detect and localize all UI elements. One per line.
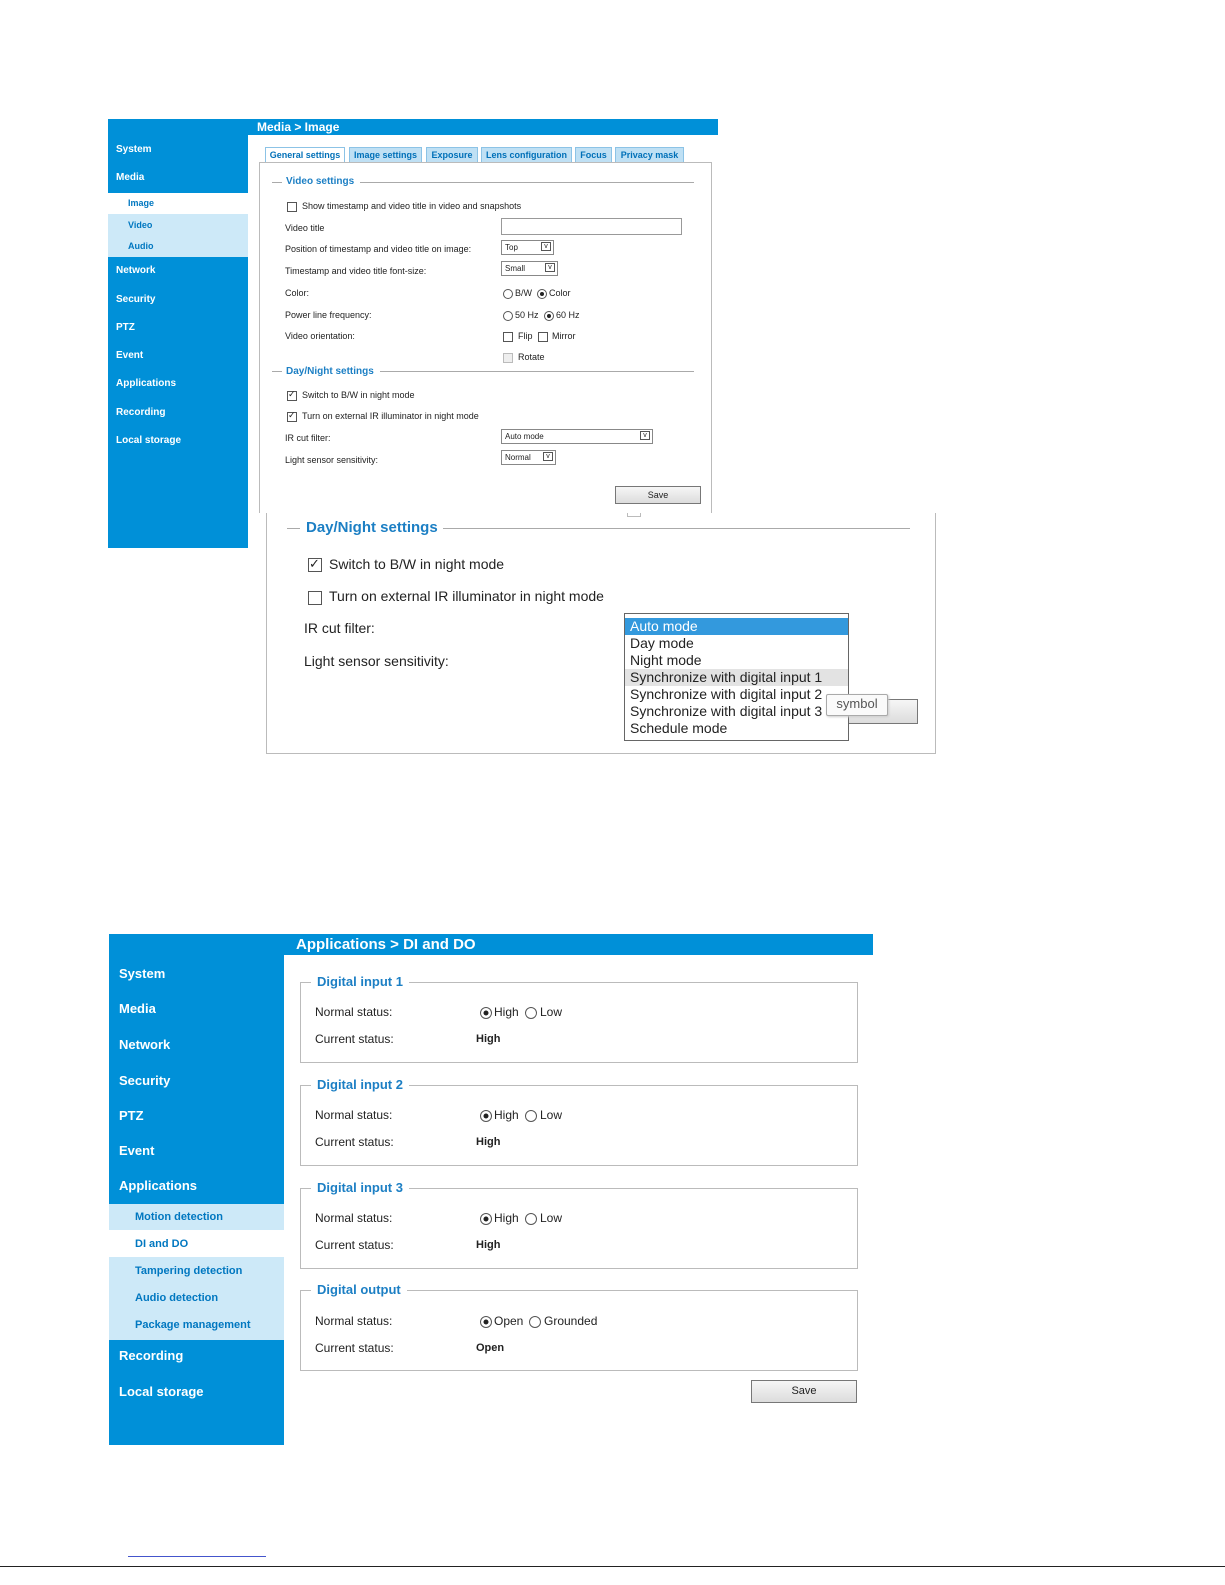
sidebar-item-applications[interactable]: Applications xyxy=(119,1178,198,1193)
tab-exposure[interactable]: Exposure xyxy=(426,147,478,163)
di2-high-radio[interactable] xyxy=(480,1110,492,1122)
current-status-label: Current status: xyxy=(315,1032,394,1046)
di1-high-radio[interactable] xyxy=(480,1007,492,1019)
footer-link-underline xyxy=(128,1556,266,1557)
zoom-switch-bw-checkbox[interactable] xyxy=(308,558,322,572)
switch-bw-label: Switch to B/W in night mode xyxy=(302,390,415,400)
power-label: Power line frequency: xyxy=(285,310,372,320)
light-sensor-label: Light sensor sensitivity: xyxy=(285,455,379,465)
color-color-label: Color xyxy=(549,288,571,298)
sidebar-item-recording[interactable]: Recording xyxy=(116,407,166,418)
mirror-label: Mirror xyxy=(552,331,576,341)
zoom-external-ir-label: Turn on external IR illuminator in night mode xyxy=(329,588,604,604)
di2-current-status: High xyxy=(476,1136,501,1148)
light-sensor-select[interactable] xyxy=(501,450,556,465)
breadcrumb-bar xyxy=(248,119,718,135)
power-60-label: 60 Hz xyxy=(556,310,580,320)
breadcrumb-bar xyxy=(284,934,873,955)
ircut-label: IR cut filter: xyxy=(285,433,331,443)
sidebar-sub-label-image: Image xyxy=(128,198,155,208)
option-schedule-mode[interactable]: Schedule mode xyxy=(630,720,728,736)
current-status-label: Current status: xyxy=(315,1238,394,1252)
sidebar-sub-item-package-management[interactable]: Package management xyxy=(135,1319,251,1331)
di1-low-radio[interactable] xyxy=(525,1007,537,1019)
sidebar xyxy=(109,934,284,1445)
tab-lens-configuration[interactable]: Lens configuration xyxy=(481,147,572,163)
zoom-light-sensor-label: Light sensor sensitivity: xyxy=(304,653,449,669)
mirror-checkbox[interactable] xyxy=(538,332,548,342)
normal-status-label: Normal status: xyxy=(315,1314,393,1328)
ircut-dropdown-list xyxy=(624,613,849,741)
di1-current-status: High xyxy=(476,1033,501,1045)
sidebar-item-event[interactable]: Event xyxy=(116,350,144,361)
do-current-status: Open xyxy=(476,1342,505,1354)
rotate-checkbox[interactable] xyxy=(503,353,513,363)
zoom-external-ir-checkbox[interactable] xyxy=(308,591,322,605)
power-50-label: 50 Hz xyxy=(515,310,539,320)
sidebar-sub-label-di-do: DI and DO xyxy=(135,1238,189,1250)
legend-line-right xyxy=(360,182,694,183)
show-timestamp-label: Show timestamp and video title in video and snapshots xyxy=(302,201,522,211)
sidebar-item-security[interactable]: Security xyxy=(119,1073,171,1088)
save-button[interactable]: Save xyxy=(615,486,701,504)
tooltip: symbol xyxy=(826,694,888,716)
external-ir-checkbox[interactable] xyxy=(287,412,297,422)
digital-output-group xyxy=(300,1290,858,1371)
sidebar-item-network[interactable]: Network xyxy=(116,265,156,276)
power-60-radio[interactable] xyxy=(544,311,554,321)
external-ir-label: Turn on external IR illuminator in night mode xyxy=(302,411,479,421)
video-settings-legend: Video settings xyxy=(286,176,355,187)
legend-line-left xyxy=(272,182,282,183)
sidebar-sub-item-tampering-detection[interactable]: Tampering detection xyxy=(135,1265,243,1277)
sidebar-item-media[interactable]: Media xyxy=(116,172,145,183)
chevron-down-icon: v xyxy=(543,452,553,461)
di2-low-radio[interactable] xyxy=(525,1110,537,1122)
di1-high-label: High xyxy=(494,1005,519,1019)
current-status-label: Current status: xyxy=(315,1341,394,1355)
daynight-legend: Day/Night settings xyxy=(286,366,374,377)
power-50-radio[interactable] xyxy=(503,311,513,321)
chevron-down-icon: v xyxy=(541,242,551,251)
video-title-label: Video title xyxy=(285,223,325,233)
digital-input-1-group xyxy=(300,982,858,1063)
sidebar-item-network[interactable]: Network xyxy=(119,1037,171,1052)
sidebar-item-local-storage[interactable]: Local storage xyxy=(119,1384,204,1399)
light-sensor-value: Normal xyxy=(505,453,531,462)
ircut-select[interactable] xyxy=(501,429,653,444)
sidebar-item-media[interactable]: Media xyxy=(119,1001,156,1016)
sidebar-submenu xyxy=(108,193,248,257)
ircut-value: Auto mode xyxy=(505,432,544,441)
chevron-down-icon: v xyxy=(640,431,650,440)
option-day-mode[interactable]: Day mode xyxy=(630,635,694,651)
di2-high-label: High xyxy=(494,1108,519,1122)
do-open-radio[interactable] xyxy=(480,1316,492,1328)
position-value: Top xyxy=(505,243,518,252)
sidebar-sub-item-audio-detection[interactable]: Audio detection xyxy=(135,1292,219,1304)
chevron-down-icon: v xyxy=(545,263,555,272)
rotate-label: Rotate xyxy=(518,352,545,362)
digital-input-2-group xyxy=(300,1085,858,1166)
digital-input-1-legend: Digital input 1 xyxy=(311,974,409,989)
option-sync-input-1[interactable]: Synchronize with digital input 1 xyxy=(625,669,848,686)
sidebar-item-system[interactable]: System xyxy=(116,144,152,155)
option-sync-input-2[interactable]: Synchronize with digital input 2 xyxy=(630,686,823,702)
digital-input-3-legend: Digital input 3 xyxy=(311,1180,409,1195)
option-night-mode[interactable]: Night mode xyxy=(630,652,702,668)
breadcrumb: Media > Image xyxy=(257,120,340,134)
di3-high-label: High xyxy=(494,1211,519,1225)
zoom-ircut-label: IR cut filter: xyxy=(304,620,375,636)
digital-input-3-group xyxy=(300,1188,858,1269)
di3-low-label: Low xyxy=(540,1211,563,1225)
sidebar-item-system[interactable]: System xyxy=(119,966,166,981)
sidebar-item-recording[interactable]: Recording xyxy=(119,1348,184,1363)
do-grounded-label: Grounded xyxy=(544,1314,598,1328)
tab-privacy-mask[interactable]: Privacy mask xyxy=(615,147,684,163)
position-label: Position of timestamp and video title on image: xyxy=(285,244,472,254)
di2-low-label: Low xyxy=(540,1108,563,1122)
fontsize-label: Timestamp and video title font-size: xyxy=(285,266,427,276)
normal-status-label: Normal status: xyxy=(315,1005,393,1019)
current-status-label: Current status: xyxy=(315,1135,394,1149)
sidebar xyxy=(108,119,248,548)
show-timestamp-checkbox[interactable] xyxy=(287,202,297,212)
sidebar-item-local-storage[interactable]: Local storage xyxy=(116,435,182,446)
sidebar-sub-item-audio[interactable]: Audio xyxy=(128,241,154,251)
color-bw-radio[interactable] xyxy=(503,289,513,299)
digital-output-legend: Digital output xyxy=(311,1282,407,1297)
color-bw-label: B/W xyxy=(515,288,532,298)
di1-low-label: Low xyxy=(540,1005,563,1019)
option-sync-input-3[interactable]: Synchronize with digital input 3 xyxy=(630,703,823,719)
legend-line-left xyxy=(287,528,300,529)
legend-line-left xyxy=(272,371,282,372)
position-select[interactable] xyxy=(501,240,554,255)
tab-general-settings[interactable]: General settings xyxy=(265,147,345,163)
zoom-switch-bw-label: Switch to B/W in night mode xyxy=(329,556,505,572)
color-color-radio[interactable] xyxy=(537,289,547,299)
breadcrumb: Applications > DI and DO xyxy=(296,936,476,953)
zoom-fragment xyxy=(627,513,641,517)
tab-image-settings[interactable]: Image settings xyxy=(349,147,422,163)
sidebar-submenu xyxy=(109,1204,284,1340)
orientation-label: Video orientation: xyxy=(285,331,355,341)
legend-line-right xyxy=(380,371,694,372)
switch-bw-checkbox[interactable] xyxy=(287,391,297,401)
fontsize-value: Small xyxy=(505,264,526,273)
sidebar-sub-item-motion-detection[interactable]: Motion detection xyxy=(135,1211,223,1223)
option-auto-mode[interactable]: Auto mode xyxy=(625,618,848,635)
digital-input-2-legend: Digital input 2 xyxy=(311,1077,409,1092)
fontsize-select[interactable] xyxy=(501,261,558,276)
video-title-input[interactable] xyxy=(501,218,682,235)
normal-status-label: Normal status: xyxy=(315,1108,393,1122)
do-grounded-radio[interactable] xyxy=(529,1316,541,1328)
sidebar-item-ptz[interactable]: PTZ xyxy=(116,322,135,333)
sidebar-item-applications[interactable]: Applications xyxy=(116,378,177,389)
flip-label: Flip xyxy=(518,331,533,341)
sidebar-item-security[interactable]: Security xyxy=(116,294,156,305)
footer-rule xyxy=(0,1566,1225,1567)
sidebar-item-ptz[interactable]: PTZ xyxy=(119,1108,144,1123)
zoom-daynight-legend: Day/Night settings xyxy=(306,519,438,536)
color-label: Color: xyxy=(285,288,310,298)
di3-low-radio[interactable] xyxy=(525,1213,537,1225)
sidebar-item-event[interactable]: Event xyxy=(119,1143,155,1158)
legend-line-right xyxy=(443,528,910,529)
normal-status-label: Normal status: xyxy=(315,1211,393,1225)
sidebar-sub-item-video[interactable]: Video xyxy=(128,220,153,230)
di3-high-radio[interactable] xyxy=(480,1213,492,1225)
tab-focus[interactable]: Focus xyxy=(575,147,612,163)
do-open-label: Open xyxy=(494,1314,524,1328)
di3-current-status: High xyxy=(476,1239,501,1251)
save-button[interactable]: Save xyxy=(751,1380,857,1403)
flip-checkbox[interactable] xyxy=(503,332,513,342)
